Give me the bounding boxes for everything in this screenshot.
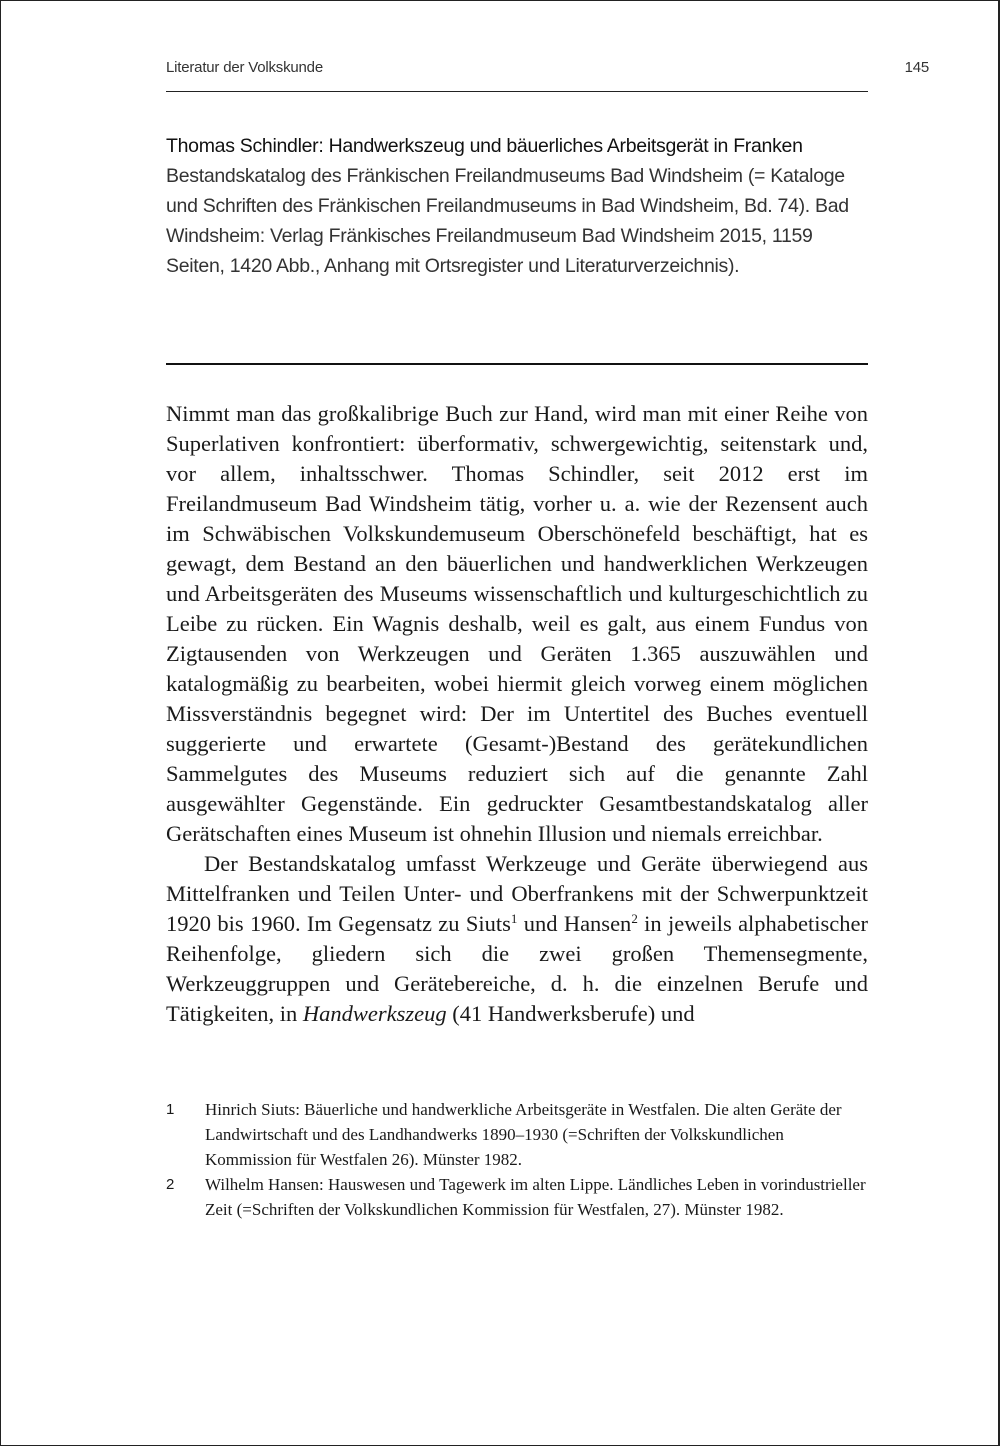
- paragraph-2-text: Der Bestandskatalog umfasst Werkzeuge und Geräte überwiegend aus Mittelfranken und Teilen Unter- und Oberfrankens mit der Schwerpunktzeit 1920 bis 1960. Im Gegensatz zu Siuts: [166, 851, 868, 936]
- footnote-ref-2[interactable]: 2: [631, 911, 638, 926]
- header-divider: [166, 91, 868, 92]
- paragraph-2-text: und Hansen: [517, 911, 632, 936]
- paragraph-1: Nimmt man das großkalibrige Buch zur Hand, wird man mit einer Reihe von Superlativen konfrontiert: überformativ, schwergewichtig, seitenstark und, vor allem, inhaltsschwer. Thomas Schindler, seit 2012 erst im Freilandmuseum Bad Windsheim tätig, vorher u. a. wie der Rezensent auch im Schwäbischen Volkskundemuseum Oberschönefeld beschäftigt, hat es gewagt, dem Bestand an den bäuerlichen und handwerklichen Werkzeugen und Arbeitsgeräten des Museums wissenschaftlich und kulturgeschichtlich zu Leibe zu rücken. Ein Wagnis deshalb, weil es galt, aus einem Fundus von Zigtausenden von Werkzeugen und Geräten 1.365 auszuwählen und katalogmäßig zu bearbeiten, wobei hiermit gleich vorweg einem möglichen Missverständnis begegnet wird: Der im Untertitel des Buches eventuell suggerierte und erwartete (Gesamt-)Bestand des gerätekundlichen Sammelgutes des Museums reduziert sich auf die genannte Zahl ausgewählter Gegenstände. Ein gedruckter Gesamtbestandskatalog aller Gerätschaften eines Museum ist ohnehin Illusion und niemals erreichbar.: [166, 401, 868, 846]
- heading-divider: [166, 363, 868, 365]
- footnote-text: Hinrich Siuts: Bäuerliche und handwerkliche Arbeitsgeräte in Westfalen. Die alten Geräte der Landwirtschaft und des Landhandwerks 1890–1930 (=Schriften der Volkskundlichen Kommission für Westfalen 26). Münster 1982.: [205, 1100, 842, 1169]
- italic-book-title: Handwerkszeug: [302, 1001, 447, 1026]
- paragraph-2-text: (41 Handwerksberufe) und: [446, 1001, 695, 1026]
- footnote-number: 1: [166, 1101, 175, 1118]
- review-heading: [166, 131, 868, 281]
- footnote-1: [166, 1097, 868, 1172]
- footnote-ref-1[interactable]: 1: [510, 911, 518, 926]
- review-title: Thomas Schindler: Handwerkszeug und bäuerliches Arbeitsgerät in Franken: [166, 135, 803, 157]
- running-head-title: Literatur der Volkskunde: [166, 59, 323, 76]
- paragraph-2-text: in jeweils alphabetischer Reihenfolge, gliedern sich die zwei großen Themensegmente, Werkzeuggruppen und Gerätebereiche, d. h. die einzelnen Berufe und Tätigkeiten, in: [166, 911, 869, 1026]
- footnote-2: [166, 1172, 868, 1222]
- review-bibliographic-description: Bestandskatalog des Fränkischen Freilandmuseums Bad Windsheim (= Kataloge und Schriften des Fränkischen Freilandmuseums in Bad Windsheim, Bd. 74). Bad Windsheim: Verlag Fränkisches Freilandmuseum Bad Windsheim 2015, 1159 Seiten, 1420 Abb., Anhang mit Ortsregister und Literaturverzeichnis).: [166, 165, 849, 277]
- footnotes: [166, 1097, 868, 1222]
- review-body: [166, 399, 868, 1029]
- page-number: 145: [904, 59, 929, 76]
- footnote-number: 2: [166, 1176, 175, 1193]
- footnote-text: Wilhelm Hansen: Hauswesen und Tagewerk im alten Lippe. Ländliches Leben in vorindustrieller Zeit (=Schriften der Volkskundlichen Kommission für Westfalen, 27). Münster 1982.: [205, 1175, 866, 1219]
- paragraph-2: [166, 849, 868, 1029]
